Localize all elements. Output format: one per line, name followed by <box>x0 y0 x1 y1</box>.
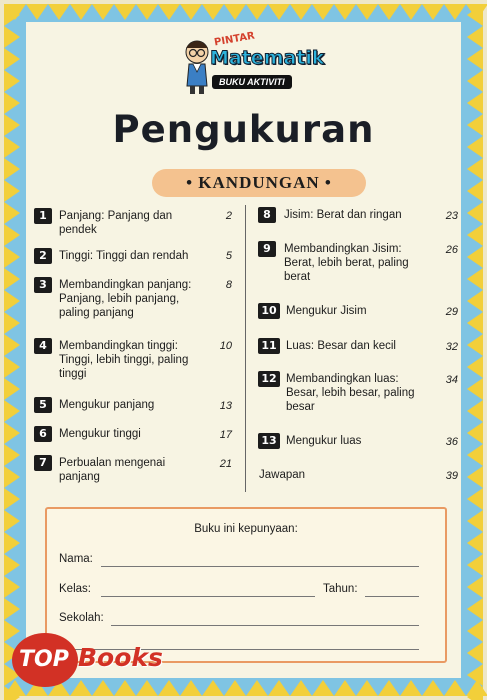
toc-label: Jawapan <box>259 469 306 481</box>
toc-number: 12 <box>258 371 280 387</box>
toc-label: Jisim: Berat dan ringan <box>284 209 402 221</box>
toc-number: 3 <box>34 277 52 293</box>
year-label: Tahun: <box>323 583 358 595</box>
toc-label: Mengukur tinggi <box>59 428 141 440</box>
brand-pintar: PINTAR <box>213 30 256 49</box>
toc-item-11 <box>258 338 460 356</box>
toc-page-number: 36 <box>445 436 458 448</box>
toc-item-12 <box>258 371 460 419</box>
school-field[interactable] <box>111 625 419 626</box>
toc-number: 9 <box>258 241 276 257</box>
toc-label: Mengukur Jisim <box>286 305 367 317</box>
toc-number: 5 <box>34 397 52 413</box>
toc-label: Mengukur luas <box>286 435 362 447</box>
toc-item-13 <box>258 433 460 451</box>
ownership-title: Buku ini kepunyaan: <box>194 523 298 535</box>
toc-label: Membandingkan luas: Besar, lebih besar, paling besar <box>286 373 415 413</box>
toc-page-number: 8 <box>225 279 232 291</box>
toc-label: Perbualan mengenai panjang <box>59 457 166 483</box>
toc-item-8 <box>258 207 460 225</box>
toc-item-9 <box>258 241 460 289</box>
toc-number: 6 <box>34 426 52 442</box>
toc-page-number: 26 <box>445 244 458 256</box>
toc-number: 11 <box>258 338 280 354</box>
toc-label: Membandingkan Jisim: Berat, lebih berat, paling berat <box>284 243 409 283</box>
toc-page-number: 2 <box>225 210 232 222</box>
toc-item-5 <box>34 397 242 415</box>
class-label: Kelas: <box>59 583 91 595</box>
toc-number: 1 <box>34 208 52 224</box>
toc-item-answers <box>258 467 460 485</box>
toc-number: 8 <box>258 207 276 223</box>
toc-page-number: 29 <box>445 306 458 318</box>
toc-number: 2 <box>34 248 52 264</box>
toc-label: Panjang: Panjang dan pendek <box>59 210 173 236</box>
toc-label: Mengukur panjang <box>59 399 155 411</box>
school-label: Sekolah: <box>59 612 104 624</box>
toc-number: 4 <box>34 338 52 354</box>
toc-page-number: 32 <box>445 341 458 353</box>
toc-number: 7 <box>34 455 52 471</box>
contents-heading: • KANDUNGAN • <box>152 169 366 197</box>
toc-label: Luas: Besar dan kecil <box>286 340 396 352</box>
toc-page-number: 34 <box>445 374 458 386</box>
topbooks-watermark <box>12 633 202 689</box>
toc-item-4 <box>34 338 242 386</box>
toc-label: Membandingkan panjang: Panjang, lebih panjang, paling panjang <box>59 279 192 319</box>
toc-label: Tinggi: Tinggi dan rendah <box>59 250 189 262</box>
toc-number: 10 <box>258 303 280 319</box>
toc-page-number: 10 <box>219 340 232 352</box>
watermark-top-text: TOP <box>19 647 69 672</box>
toc-item-3 <box>34 277 242 325</box>
toc-label: Membandingkan tinggi: Tinggi, lebih tinggi, paling tinggi <box>59 340 189 380</box>
toc-page-number: 5 <box>225 250 232 262</box>
toc-number: 13 <box>258 433 280 449</box>
toc-item-7 <box>34 455 242 487</box>
column-divider <box>245 205 246 492</box>
toc-page-number: 39 <box>445 470 458 482</box>
page-title: Pengukuran <box>112 108 375 151</box>
toc-item-10 <box>258 303 460 321</box>
toc-item-6 <box>34 426 242 444</box>
toc-page-number: 23 <box>445 210 458 222</box>
year-field[interactable] <box>365 596 419 597</box>
brand-buku-aktiviti: BUKU AKTIVITI <box>212 75 292 89</box>
watermark-books-text: Books <box>78 643 163 672</box>
name-label: Nama: <box>59 553 93 565</box>
brand-matematik: Matematik <box>210 47 325 69</box>
toc-page-number: 21 <box>219 458 232 470</box>
class-field[interactable] <box>101 596 315 597</box>
toc-item-1 <box>34 208 242 240</box>
toc-item-2 <box>34 248 242 266</box>
toc-page-number: 13 <box>219 400 232 412</box>
name-field[interactable] <box>101 566 419 567</box>
toc-page-number: 17 <box>219 429 232 441</box>
